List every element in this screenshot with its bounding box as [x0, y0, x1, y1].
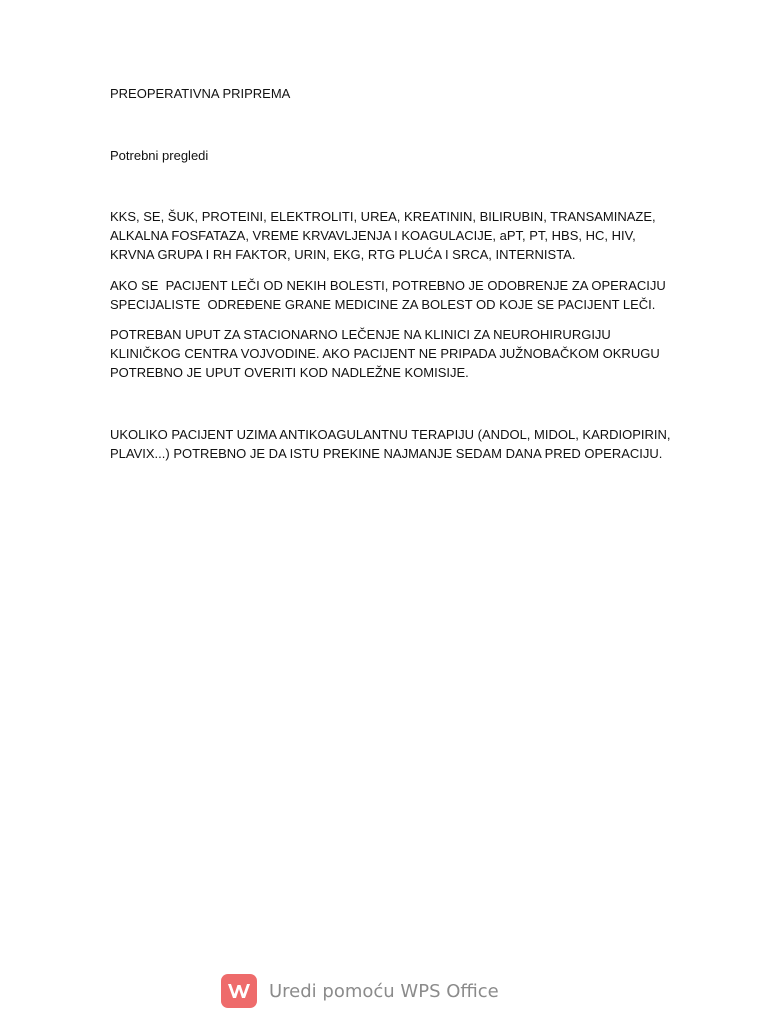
paragraph-line: POTREBAN UPUT ZA STACIONARNO LEČENJE NA KLINICI ZA NEUROHIRURGIJU — [110, 327, 611, 342]
section-heading: Potrebni pregledi — [110, 148, 209, 163]
paragraph-line: KLINIČKOG CENTRA VOJVODINE. AKO PACIJENT NE PRIPADA JUŽNOBAČKOM OKRUGU — [110, 346, 660, 361]
wps-office-logo-icon — [221, 974, 257, 1008]
paragraph-line: AKO SE PACIJENT LEČI OD NEKIH BOLESTI, POTREBNO JE ODOBRENJE ZA OPERACIJU — [110, 278, 666, 293]
wps-edit-banner[interactable] — [221, 973, 499, 1009]
paragraph-specialist-approval — [110, 276, 666, 314]
document-title: PREOPERATIVNA PRIPREMA — [110, 86, 291, 101]
wps-edit-label[interactable]: Uredi pomoću WPS Office — [269, 980, 499, 1002]
paragraph-line: KRVNA GRUPA I RH FAKTOR, URIN, EKG, RTG PLUĆA I SRCA, INTERNISTA. — [110, 247, 576, 262]
paragraph-line: UKOLIKO PACIJENT UZIMA ANTIKOAGULANTNU TERAPIJU (ANDOL, MIDOL, KARDIOPIRIN, — [110, 427, 671, 442]
paragraph-line: POTREBNO JE UPUT OVERITI KOD NADLEŽNE KOMISIJE. — [110, 365, 469, 380]
paragraph-line: SPECIJALISTE ODREĐENE GRANE MEDICINE ZA BOLEST OD KOJE SE PACIJENT LEČI. — [110, 297, 656, 312]
paragraph-anticoagulant-therapy — [110, 425, 671, 463]
paragraph-referral — [110, 325, 660, 382]
paragraph-required-tests — [110, 207, 656, 264]
paragraph-line: ALKALNA FOSFATAZA, VREME KRVAVLJENJA I KOAGULACIJE, aPT, PT, HBS, HC, HIV, — [110, 228, 636, 243]
paragraph-line: PLAVIX...) POTREBNO JE DA ISTU PREKINE NAJMANJE SEDAM DANA PRED OPERACIJU. — [110, 446, 663, 461]
paragraph-line: KKS, SE, ŠUK, PROTEINI, ELEKTROLITI, UREA, KREATININ, BILIRUBIN, TRANSAMINAZE, — [110, 209, 656, 224]
